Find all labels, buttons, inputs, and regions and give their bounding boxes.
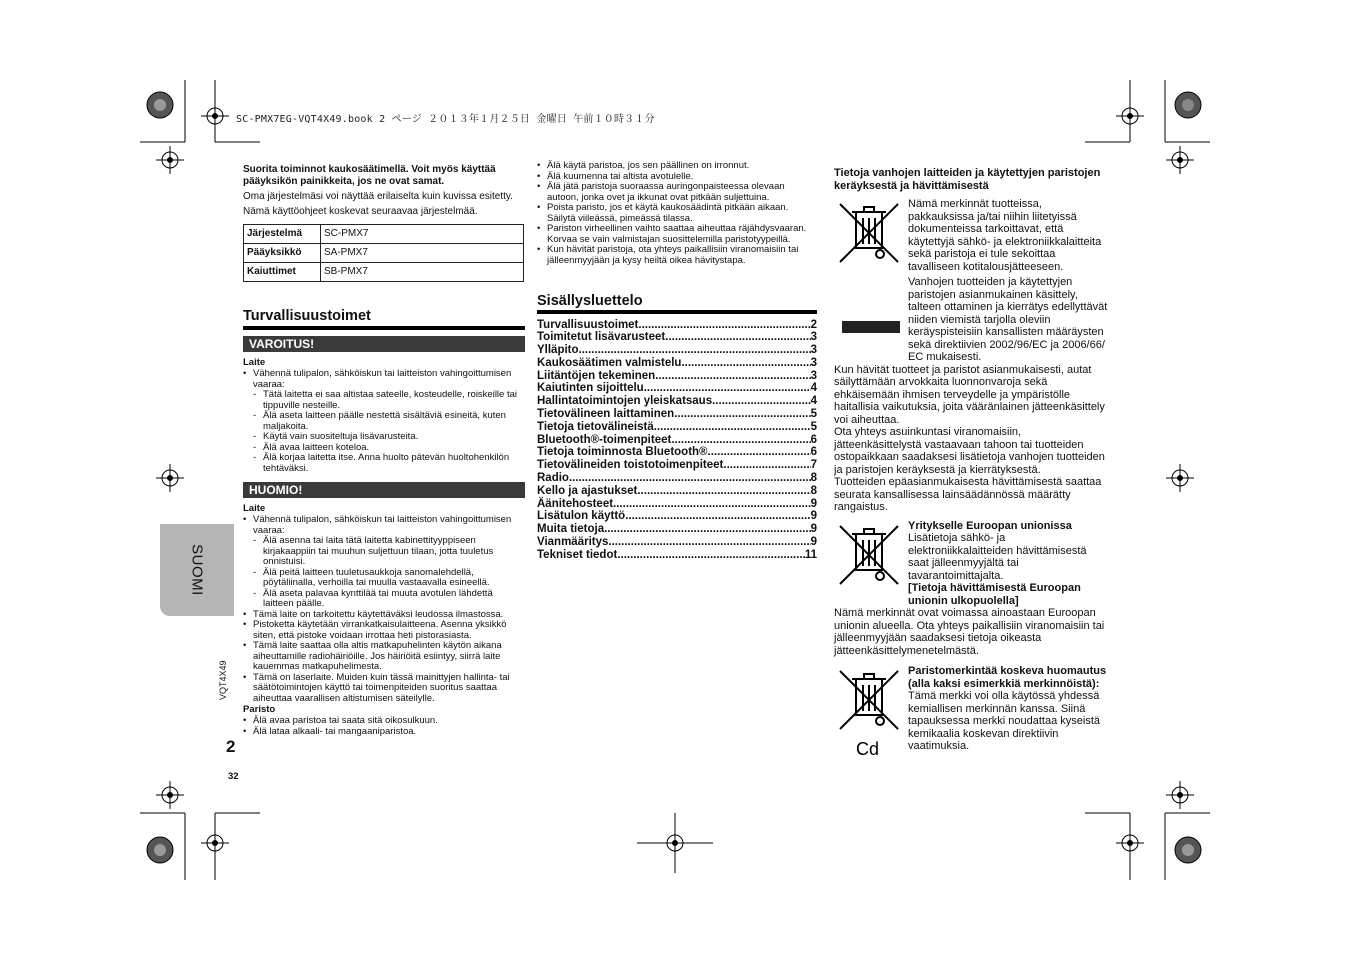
language-tab	[160, 524, 234, 616]
toc-item-label: Tietoja toiminnosta Bluetooth®	[537, 446, 708, 459]
safety-heading: Turvallisuustoimet	[243, 310, 525, 330]
table-row	[244, 225, 524, 244]
toc-item-bluetooth-info[interactable]	[537, 446, 817, 459]
toc-leader	[708, 446, 811, 459]
toc-item-label: Radio	[537, 472, 569, 485]
toc-leader	[655, 370, 810, 383]
table-value: SA-PMX7	[321, 244, 524, 263]
list-item: • Kun hävität paristoja, ota yhteys paikallisiin viranomaisiin tai jälleenmyyjään ja kysy heiltä oikea hävitystapa.	[537, 245, 817, 266]
list-item: • Tämä on laserlaite. Muiden kuin tässä mainittyjen hallinta- tai säätötoimintojen käyttö tai toimenpiteiden suoritus saattaa aiheuttaa vaarallisen altistumisen säteilylle.	[243, 673, 525, 705]
toc-item-page: 3	[810, 344, 817, 357]
toc-item-specifications[interactable]	[537, 549, 817, 562]
column-1	[243, 164, 525, 737]
toc-item-radio[interactable]	[537, 472, 817, 485]
caution-label: Laite	[243, 503, 266, 514]
toc-item-page: 2	[810, 318, 817, 331]
column-3	[834, 167, 1109, 759]
system-table	[243, 224, 524, 282]
table-key: Pääyksikkö	[244, 244, 321, 263]
battery-list	[243, 716, 525, 737]
intro-text-2: Nämä käyttöohjeet koskevat seuraavaa järjestelmää.	[243, 206, 478, 217]
toc-item-label: Äänitehosteet	[537, 497, 614, 510]
toc-leader	[665, 331, 810, 344]
warning-bar: VAROITUS!	[243, 336, 525, 352]
toc-item-page: 7	[810, 459, 817, 472]
table-of-contents	[537, 319, 817, 562]
crossed-bin-icon	[834, 198, 904, 268]
toc-item-label: Ylläpito	[537, 344, 579, 357]
toc-item-troubleshooting[interactable]	[537, 536, 817, 549]
toc-item-sound-effects[interactable]	[537, 498, 817, 511]
toc-item-page: 5	[810, 420, 817, 433]
eu-business-heading: Yritykselle Euroopan unionissa	[908, 519, 1072, 532]
toc-item-other[interactable]	[537, 523, 817, 536]
toc-item-label: Kello ja ajastukset	[537, 484, 638, 497]
toc-item-label: Toimitetut lisävarusteet	[537, 331, 666, 344]
toc-item-label: Muita tietoja	[537, 523, 605, 536]
disposal-text-3: Kun hävität tuotteet ja paristot asianmukaisesti, autat säilyttämään arvokkaita luonnonvaroja sekä ehkäisemään ihmisen terveydelle ja ympäristölle haitallisia vaikutuksia, joita vääränlainen jätteenkäsittely voi aiheuttaa.	[834, 363, 1105, 426]
battery-label: Paristo	[243, 704, 276, 715]
toc-leader	[671, 434, 810, 447]
list-item: • Poista paristo, jos et käytä kaukosäädintä pitkään aikaan. Säilytä viileässä, pimeässä tilassa.	[537, 203, 817, 224]
list-item: - Älä asenna tai laita tätä laitetta kabinettityyppiseen kirjakaappiin tai muuhun suljettuun tilaan, jotta tuuletus onnistuisi.	[253, 536, 525, 568]
crossed-bin-cd-icon	[834, 665, 904, 761]
list-item: - Älä peitä laitteen tuuletusaukkoja sanomalehdellä, pöytäliinalla, verhoilla tai muulla vastaavalla esineellä.	[253, 568, 525, 589]
toc-item-page: 5	[810, 408, 817, 421]
cd-symbol: Cd	[856, 739, 880, 759]
list-item: - Tätä laitetta ei saa altistaa sateelle, kosteudelle, roiskeille tai tippuville nesteille.	[253, 390, 525, 411]
list-item: - Älä aseta palavaa kynttilää tai muuta avotulen lähdettä laitteen päälle.	[253, 589, 525, 610]
list-item-text: Vähennä tulipalon, sähköiskun tai laitteiston vahingoittumisen vaaraa:	[253, 514, 512, 536]
toc-item-page: 9	[810, 523, 817, 536]
black-bar-symbol	[842, 321, 900, 333]
weee-block-3	[834, 665, 1109, 759]
crossed-bin-icon	[834, 520, 904, 590]
list-item	[243, 369, 525, 474]
list-item: - Älä avaa laitteen koteloa.	[253, 443, 525, 454]
list-item: • Älä avaa paristoa tai saata sitä oikosulkuun.	[243, 716, 525, 727]
list-item	[243, 515, 525, 610]
outside-eu-text: Nämä merkinnät ovat voimassa ainoastaan Euroopan unionin alueella. Ota yhteys paikallisiin viranomaisiin tai jälleenmyyjään saadaksesi tietoja oikeasta jätteenkäsittelymenetelmästä.	[834, 607, 1105, 657]
list-item: • Älä kuumenna tai altista avotulelle.	[537, 172, 817, 183]
toc-item-page: 3	[810, 356, 817, 369]
toc-leader	[613, 498, 811, 511]
disposal-text-5: Tuotteiden epäasianmukaisesta hävittämisestä saattaa seurata kansallisessa lainsäädännössä määrätty rangaistus.	[834, 476, 1102, 513]
table-key: Järjestelmä	[244, 225, 321, 244]
weee-block-2	[834, 520, 1109, 608]
battery-symbol-heading: Paristomerkintää koskeva huomautus (alla kaksi esimerkkiä merkinnöistä):	[908, 665, 1107, 690]
column-2	[537, 161, 817, 562]
document-code: VQT4X49	[218, 660, 228, 700]
weee-block-1	[834, 198, 1109, 280]
list-item: • Pariston virheellinen vaihto saattaa aiheuttaa räjähdysvaaran. Korvaa se vain valmistajan suosittelemilla paristotyypeillä.	[537, 224, 817, 245]
toc-leader	[604, 523, 811, 536]
disposal-text-4: Ota yhteys asuinkuntasi viranomaisiin, jätteenkäsittelystä vastaavaan tahoon tai tuotteiden ostopaikkaan saadaksesi lisätietoja vanhojen tuotteiden ja paristojen keräyksestä ja kierrätyksestä.	[834, 426, 1105, 476]
toc-item-insert-media[interactable]	[537, 408, 817, 421]
toc-item-label: Turvallisuustoimet	[537, 318, 639, 331]
outside-eu-heading: [Tietoja hävittämisestä Euroopan unionin ulkopuolella]	[908, 582, 1081, 607]
disposal-heading: Tietoja vanhojen laitteiden ja käytettyjen paristojen keräyksestä ja hävittämisestä	[834, 167, 1101, 192]
toc-item-connections[interactable]	[537, 370, 817, 383]
table-value: SB-PMX7	[321, 263, 524, 282]
toc-leader	[644, 382, 811, 395]
disposal-text-2: Vanhojen tuotteiden ja käytettyjen paristojen asianmukainen käsittely, talteen ottaminen ja kierrätys edellyttävät niiden viemistä tarjolla oleviin keräyspisteisiin kansallisten määräysten sekä direktiivien 2002/96/EC ja 2006/66/ EC mukaisesti.	[908, 276, 1108, 363]
caution-bar: HUOMIO!	[243, 482, 525, 498]
toc-leader	[608, 536, 810, 549]
language-tab-label: SUOMI	[188, 544, 206, 596]
toc-leader	[579, 344, 811, 357]
toc-item-page: 3	[810, 369, 817, 382]
toc-item-aux[interactable]	[537, 510, 817, 523]
toc-item-maintenance[interactable]	[537, 344, 817, 357]
list-item: • Älä käytä paristoa, jos sen päällinen on irronnut.	[537, 161, 817, 172]
toc-item-label: Liitäntöjen tekeminen	[537, 369, 656, 382]
toc-item-label: Vianmääritys	[537, 536, 609, 549]
sub-page-number: 32	[228, 771, 239, 782]
toc-heading: Sisällysluettelo	[537, 296, 817, 314]
toc-item-safety[interactable]	[537, 319, 817, 332]
toc-item-label: Kaiutinten sijoittelu	[537, 382, 644, 395]
warning-list	[243, 369, 525, 474]
toc-item-label: Bluetooth®-toimenpiteet	[537, 433, 672, 446]
print-header: SC-PMX7EG-VQT4X49.book 2 ページ ２０１３年１月２５日 金曜日 午前１０時３１分	[236, 114, 655, 125]
list-item: - Älä aseta laitteen päälle nestettä sisältäviä esineitä, kuten maljakoita.	[253, 411, 525, 432]
toc-item-label: Tietovälineen laittaminen	[537, 408, 675, 421]
disposal-text-2a	[908, 276, 1109, 364]
table-key: Kaiuttimet	[244, 263, 321, 282]
toc-item-label: Tekniset tiedot	[537, 548, 618, 561]
list-item: • Älä lataa alkaali- tai mangaaniparistoa.	[243, 727, 525, 738]
caution-list	[243, 515, 525, 704]
disposal-text-1: Nämä merkinnät tuotteissa, pakkauksissa ja/tai niihin liitetyissä dokumenteissa tarkoittavat, että käytettyjä sähkö- ja elektroniikkalaitteita sekä paristoja ei tule sekoittaa tavalliseen kotitalousjätteeseen.	[908, 198, 1102, 273]
warning-label: Laite	[243, 357, 266, 368]
intro-text-1: Oma järjestelmäsi voi näyttää erilaiselta kuin kuvissa esitetty.	[243, 191, 513, 202]
table-value: SC-PMX7	[321, 225, 524, 244]
list-item: • Pistoketta käytetään virrankatkaisulaitteena. Asenna yksikkö siten, että pistoke voidaan irrottaa heti pistorasiasta.	[243, 620, 525, 641]
list-item: - Älä korjaa laitetta itse. Anna huolto pätevän huoltohenkilön tehtäväksi.	[253, 453, 525, 474]
toc-item-page: 6	[810, 433, 817, 446]
toc-item-accessories[interactable]	[537, 331, 817, 344]
toc-item-media-info[interactable]	[537, 421, 817, 434]
list-item: • Tämä laite saattaa olla altis matkapuhelinten käytön aikana aiheuttamille radiohäiriöille. Jos häiriöitä esiintyy, siirrä laite kauemmas matkapuhelimesta.	[243, 641, 525, 673]
battery-symbol-text: Tämä merkki voi olla käytössä yhdessä kemiallisen merkinnän kanssa. Siinä tapauksessa merkki noudattaa kyseistä kemikaalia koskevan direktiivin vaatimuksia.	[908, 690, 1100, 752]
toc-item-page: 11	[804, 548, 817, 561]
toc-item-clock[interactable]	[537, 485, 817, 498]
toc-item-page: 9	[810, 510, 817, 523]
battery-list-continued	[537, 161, 817, 266]
toc-item-bluetooth-ops[interactable]	[537, 434, 817, 447]
toc-item-controls[interactable]	[537, 395, 817, 408]
table-row	[244, 244, 524, 263]
toc-leader	[681, 357, 810, 370]
toc-item-speakers[interactable]	[537, 382, 817, 395]
toc-item-label: Lisätulon käyttö	[537, 510, 626, 523]
toc-item-page: 8	[810, 472, 817, 485]
toc-leader	[569, 472, 811, 485]
toc-item-page: 6	[810, 446, 817, 459]
eu-business-text: Lisätietoja sähkö- ja elektroniikkalaitteiden hävittämisestä saat jälleenmyyjältä tai tavarantoimittajalta.	[908, 532, 1087, 582]
toc-leader	[625, 510, 810, 523]
toc-item-remote[interactable]	[537, 357, 817, 370]
list-item: • Tämä laite on tarkoitettu käytettäväksi leudossa ilmastossa.	[243, 610, 525, 621]
toc-item-playback[interactable]	[537, 459, 817, 472]
toc-item-label: Tietoja tietovälineistä	[537, 420, 654, 433]
toc-leader	[617, 549, 805, 562]
toc-item-label: Hallintatoimintojen yleiskatsaus	[537, 395, 713, 408]
toc-item-page: 3	[810, 331, 817, 344]
toc-item-page: 4	[810, 395, 817, 408]
toc-leader	[654, 421, 811, 434]
intro-bold: Suorita toiminnot kaukosäätimellä. Voit myös käyttää pääyksikön painikkeita, jos ne ovat samat.	[243, 164, 496, 187]
toc-leader	[638, 319, 810, 332]
toc-leader	[674, 408, 810, 421]
list-item: - Käytä vain suositeltuja lisävarusteita.	[253, 432, 525, 443]
toc-leader	[637, 485, 810, 498]
toc-leader	[723, 459, 810, 472]
toc-leader	[712, 395, 810, 408]
toc-item-label: Kaukosäätimen valmistelu	[537, 356, 682, 369]
list-item-text: Vähennä tulipalon, sähköiskun tai laitteiston vahingoittumisen vaaraa:	[253, 368, 512, 390]
table-row	[244, 263, 524, 282]
toc-item-page: 8	[810, 484, 817, 497]
toc-item-page: 9	[810, 536, 817, 549]
list-item: • Älä jätä paristoja suoraassa auringonpaisteessa olevaan autoon, jonka ovet ja ikkunat ovat pitkään suljettuina.	[537, 182, 817, 203]
toc-item-page: 4	[810, 382, 817, 395]
page-number: 2	[226, 737, 236, 756]
toc-item-page: 9	[810, 497, 817, 510]
toc-item-label: Tietovälineiden toistotoimenpiteet	[537, 459, 724, 472]
